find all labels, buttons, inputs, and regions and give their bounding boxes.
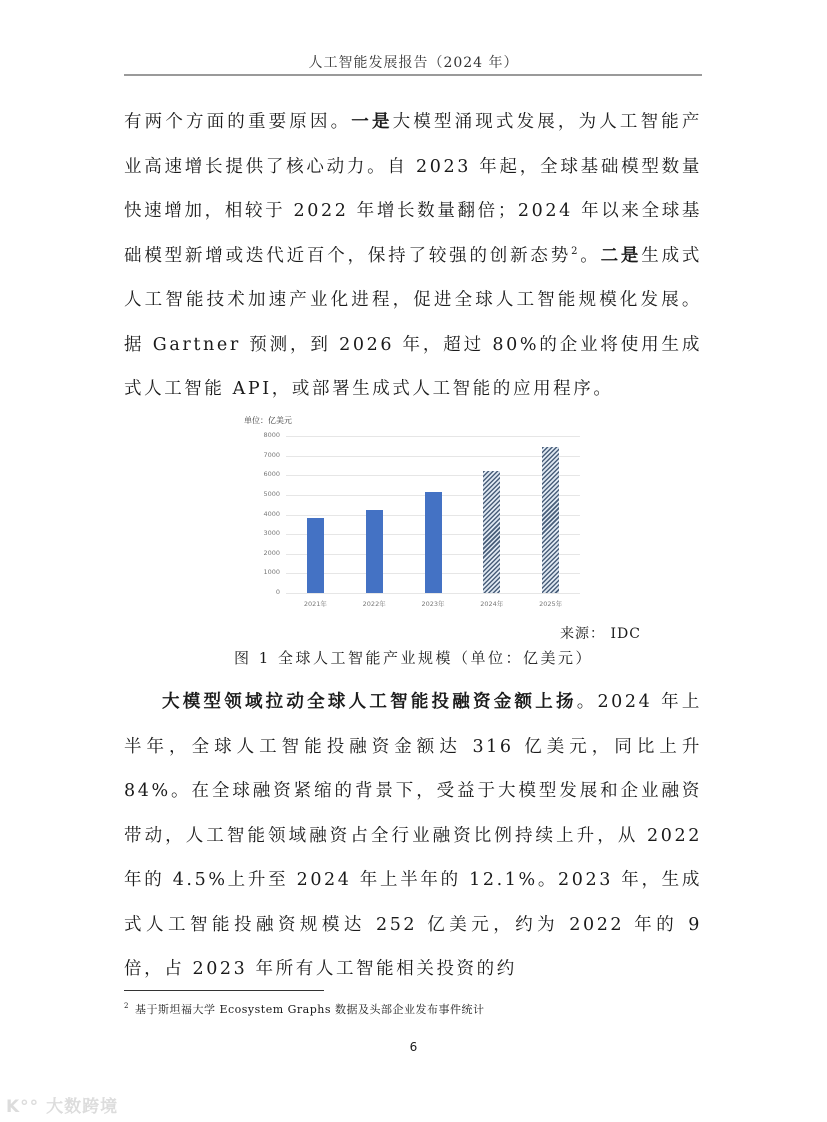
text-segment: 有两个方面的重要原因。 <box>124 112 352 132</box>
footnote-ref[interactable]: 2 <box>571 245 581 257</box>
bar-2023年 <box>425 492 442 593</box>
x-axis-tick: 2025年 <box>539 600 563 608</box>
page-number: 6 <box>409 1040 418 1054</box>
footnote-number: 2 <box>124 1002 129 1011</box>
text-segment: 生成式人工智能技术加速产业化进程，促进全球人工智能规模化发展。据 Gartner 预测，到 2026 年，超过 80%的企业将使用生成式人工智能 API，或部署生成式人工智能的应用程序。 <box>124 245 702 399</box>
y-axis-tick: 3000 <box>263 529 280 538</box>
gridline <box>286 436 580 437</box>
y-axis-tick: 6000 <box>263 470 280 479</box>
y-axis-tick: 2000 <box>263 548 280 557</box>
text-segment: 。 <box>580 245 601 266</box>
chart-unit-label: 单位：亿美元 <box>244 416 292 425</box>
x-axis-tick: 2022年 <box>362 600 386 608</box>
y-axis-tick: 0 <box>275 588 280 596</box>
figure-source: 来源： IDC <box>560 626 641 642</box>
bold-marker: 一是 <box>351 112 393 132</box>
bar-2022年 <box>366 510 383 593</box>
x-axis-tick: 2021年 <box>303 600 327 608</box>
x-axis-tick: 2023年 <box>421 600 445 608</box>
y-axis-tick: 1000 <box>263 568 280 577</box>
text-segment: 大模型涌现式发展，为人工智能产业高速增长提供了核心动力。自 2023 年起，全球基础模型数量快速增加，相较于 2022 年增长数量翻倍；2024 年以来全球基础模型新增或迭代近百个，保持了较强的创新态势 <box>124 112 702 266</box>
page-header-title: 人工智能发展报告（2024 年） <box>308 55 519 71</box>
y-axis-tick: 7000 <box>263 450 280 459</box>
bar-2025年 <box>542 447 559 593</box>
footnote-divider <box>124 990 324 991</box>
body-paragraph-2 <box>124 680 702 992</box>
footnote <box>124 1001 485 1017</box>
gridline <box>286 475 580 476</box>
bar-2021年 <box>307 518 324 593</box>
bar-2024年 <box>483 471 500 593</box>
paragraph-heading: 大模型领域拉动全球人工智能投融资金额上扬 <box>162 692 577 712</box>
text-segment: 。2024 年上半年，全球人工智能投融资金额达 316 亿美元，同比上升 84%。在全球融资紧缩的背景下，受益于大模型发展和企业融资带动，人工智能领域融资占全行业融资比例持续上升，从 2022 年的 4.5%上升至 2024 年上半年的 12.1%。2023 年，生成式人工智能投融资规模达 252 亿美元，约为 2022 年的 9 倍，占 2023 年所有人工智能相关投资的约 <box>124 692 703 979</box>
y-axis-tick: 4000 <box>263 509 280 518</box>
y-axis-tick: 8000 <box>263 431 280 439</box>
x-axis-tick: 2024年 <box>480 600 504 608</box>
watermark-logo: K°° 大数跨境 <box>6 1097 119 1117</box>
bold-marker: 二是 <box>600 245 642 266</box>
y-axis-tick: 5000 <box>263 489 280 498</box>
bar-chart <box>240 412 590 617</box>
gridline <box>286 593 580 594</box>
figure-caption: 图 1 全球人工智能产业规模（单位：亿美元） <box>233 649 594 667</box>
gridline <box>286 456 580 457</box>
header-divider <box>124 74 702 76</box>
footnote-text: 基于斯坦福大学 Ecosystem Graphs 数据及头部企业发布事件统计 <box>134 1003 485 1016</box>
body-paragraph-1 <box>124 100 702 412</box>
